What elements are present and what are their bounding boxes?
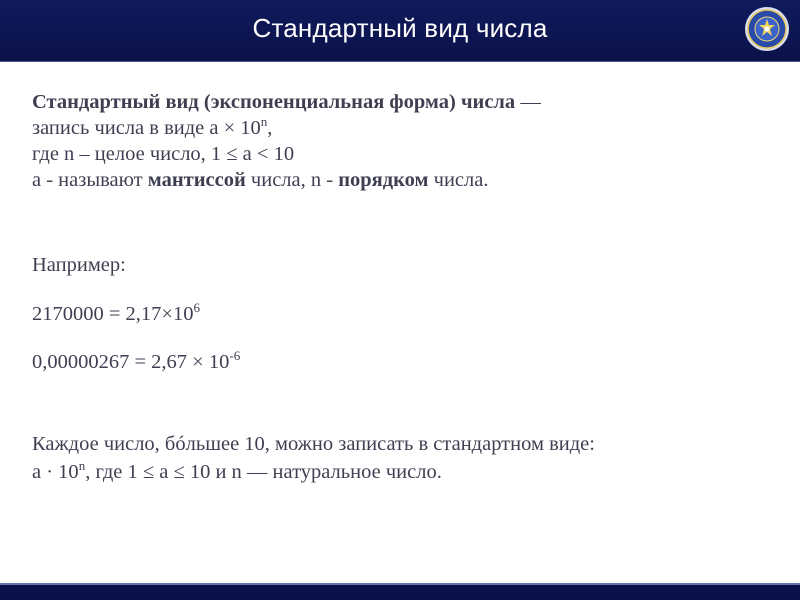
example-2: [32, 350, 240, 375]
line4-part-c: числа.: [428, 169, 489, 191]
title-bar: [0, 0, 800, 62]
definition-block: [32, 89, 777, 193]
definition-line-3: где n – целое число, 1 ≤ a < 10: [32, 143, 295, 165]
example-2-exponent: -6: [229, 348, 241, 363]
note-line-2-end: , где 1 ≤ a ≤ 10 и n — натуральное число.: [85, 461, 442, 483]
note-block: [32, 430, 595, 486]
blue-seal-emblem-icon: [744, 6, 790, 52]
definition-line-1: [32, 89, 777, 115]
example-1: [32, 302, 240, 327]
footer-bar: [0, 583, 800, 600]
notation-end: ,: [267, 117, 273, 139]
mantissa-term: мантиссой: [147, 169, 246, 191]
examples-label: Например:: [32, 254, 126, 276]
definition-dash: —: [515, 91, 541, 113]
notation-text: запись числа в виде a × 10: [32, 117, 261, 139]
footer-divider: [0, 583, 800, 585]
example-2-text: 0,00000267 = 2,67 × 10: [32, 351, 230, 373]
example-1-text: 2170000 = 2,17×10: [32, 303, 194, 325]
note-line-1: Каждое число, бóльшее 10, можно записать в стандартном виде:: [32, 433, 595, 455]
slide-title: Стандартный вид числа: [252, 13, 548, 43]
exponent-n: n: [260, 114, 268, 129]
definition-line-2: [32, 115, 777, 141]
note-line-2: [32, 458, 595, 486]
definition-term: Стандартный вид (экспоненциальная форма) числа: [32, 91, 516, 113]
definition-line-4: [32, 167, 777, 193]
examples-block: [32, 253, 240, 375]
line4-part-b: числа, n -: [245, 169, 339, 191]
line4-part-a: a - называют: [32, 169, 148, 191]
note-line-2-text: a · 10: [32, 461, 79, 483]
example-1-exponent: 6: [193, 300, 200, 315]
note-exponent: n: [78, 458, 86, 473]
order-term: порядком: [338, 169, 429, 191]
